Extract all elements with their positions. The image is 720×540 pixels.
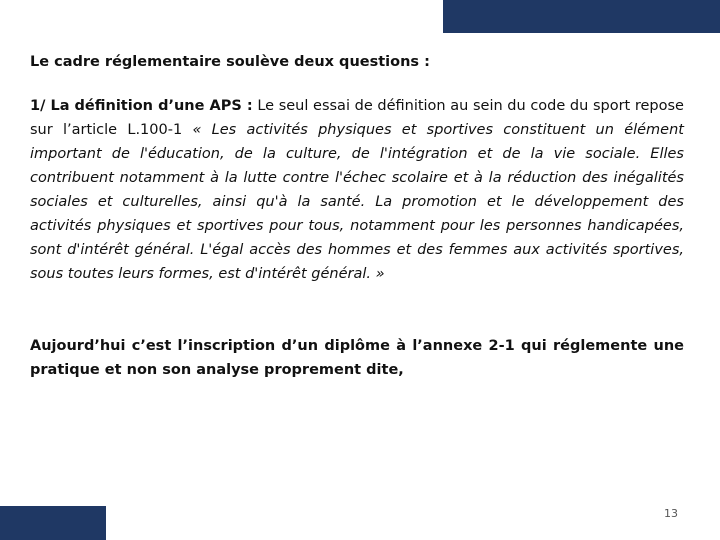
conclusion-paragraph: Aujourd’hui c’est l’inscription d’un diplôme à l’annexe 2-1 qui réglemente une pratique et non son analyse proprement dite, <box>30 338 684 378</box>
definition-body: Le seul essai de définition au sein du code du sport repose sur l’article L.100-1 <box>30 98 684 138</box>
bottom-accent-bar <box>0 506 106 540</box>
definition-paragraph <box>30 94 684 286</box>
intro-heading: Le cadre réglementaire soulève deux questions : <box>30 54 430 70</box>
page-number: 13 <box>664 507 678 520</box>
top-accent-bar <box>443 0 720 33</box>
definition-lead: 1/ La définition d’une APS : <box>30 98 253 114</box>
definition-quote: « Les activités physiques et sportives constituent un élément important de l'éducation, de la culture, de l'intégration et de la vie sociale. Elles contribuent notamment à la lutte contre l'échec scolaire et à la réduction des inégalités sociales et culturelles, ainsi qu'à la santé. La promotion et le développement des activités physiques et sportives pour tous, notamment pour les personnes handicapées, sont d'intérêt général. L'égal accès des hommes et des femmes aux activités sportives, sous toutes leurs formes, est d'intérêt général. » <box>30 122 684 282</box>
slide-content <box>30 50 684 382</box>
